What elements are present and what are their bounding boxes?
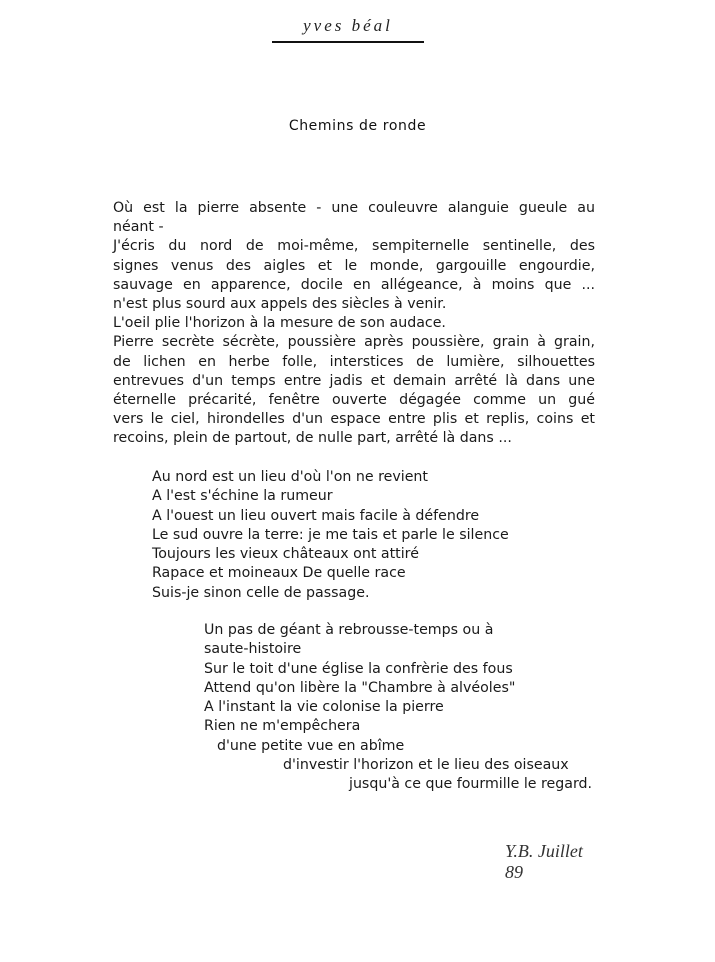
verse-line: A l'est s'échine la rumeur — [152, 488, 333, 505]
signature-name: Y.B. Juillet — [505, 841, 583, 861]
verse-line: d'une petite vue en abîme — [217, 737, 405, 754]
verse-line: A l'instant la vie colonise la pierre — [204, 699, 444, 716]
verse-line: A l'ouest un lieu ouvert mais facile à défendre — [152, 507, 480, 524]
verse-line: Au nord est un lieu d'où l'on ne revient — [152, 469, 428, 485]
prose-line: vers le ciel, hirondelles d'un espace entre plis et replis, coins et — [113, 411, 595, 428]
verse-line: Sur le toit d'une église la confrèrie des fous — [204, 660, 513, 677]
prose-line: recoins, plein de partout, de nulle part, arrêté là dans ... — [113, 430, 512, 447]
prose-line: signes venus des aigles et le monde, gargouille engourdie, — [113, 257, 595, 274]
verse-line: Attend qu'on libère la "Chambre à alvéoles" — [204, 679, 516, 696]
prose-line: Où est la pierre absente - une couleuvre alanguie gueule au — [113, 200, 595, 216]
verse-line: jusqu'à ce que fourmille le regard. — [349, 776, 593, 793]
prose-line: sauvage en apparence, docile en allégeance, à moins que ... — [113, 276, 595, 293]
poem-title: Chemins de ronde — [288, 118, 427, 134]
verse-line: saute-histoire — [204, 641, 302, 658]
prose-line: de lichen en herbe folle, interstices de lumière, silhouettes — [113, 353, 595, 370]
stanza-1 — [152, 468, 509, 603]
prose-line: J'écris du nord de moi-même, sempiternelle sentinelle, des — [113, 238, 595, 255]
header-rule — [272, 41, 424, 43]
prose-line: entrevues d'un temps entre jadis et demain arrêté là dans une — [113, 372, 595, 389]
verse-line: Rapace et moineaux De quelle race — [152, 565, 406, 582]
prose-line: éternelle précarité, fenêtre ouverte dégagée comme un gué — [113, 392, 595, 409]
prose-line: L'oeil plie l'horizon à la mesure de son audace. — [113, 315, 446, 332]
verse-line: d'investir l'horizon et le lieu des oiseaux — [283, 757, 569, 774]
signature — [505, 841, 583, 883]
prose-paragraph — [113, 199, 595, 449]
stanza-2 — [204, 621, 592, 795]
verse-line: Suis-je sinon celle de passage. — [152, 584, 370, 601]
prose-line: Pierre secrète sécrète, poussière après poussière, grain à grain, — [113, 334, 595, 351]
verse-line: Rien ne m'empêchera — [204, 718, 361, 735]
verse-line: Le sud ouvre la terre: je me tais et parle le silence — [152, 526, 509, 543]
prose-line: n'est plus sourd aux appels des siècles à venir. — [113, 296, 447, 313]
signature-year: 89 — [505, 862, 523, 882]
verse-line: Toujours les vieux châteaux ont attiré — [152, 546, 419, 563]
verse-line: Un pas de géant à rebrousse-temps ou à — [204, 622, 494, 638]
prose-line: néant - — [113, 219, 164, 236]
header-author: yves béal — [303, 16, 393, 35]
